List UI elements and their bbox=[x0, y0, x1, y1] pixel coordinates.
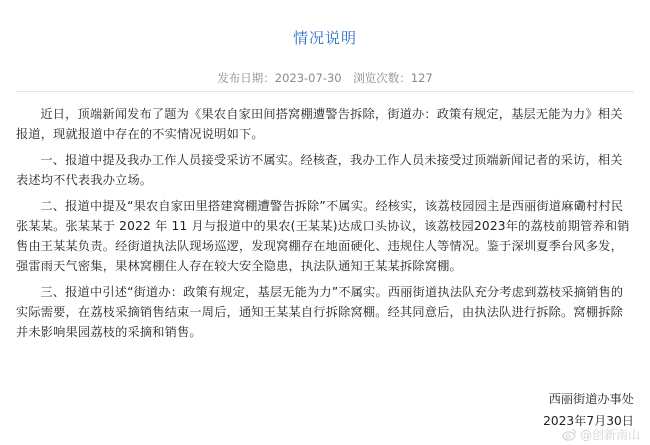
page-title: 情况说明 bbox=[292, 29, 357, 47]
article-body bbox=[16, 104, 634, 348]
view-count-info bbox=[353, 71, 432, 85]
weibo-icon bbox=[562, 428, 577, 441]
publish-date-info bbox=[217, 71, 341, 85]
point-one-paragraph: 一、报道中提及我办工作人员接受采访不属实。经核查，我办工作人员未接受过顶端新闻记者的采访，相关表述均不代表我办立场。 bbox=[16, 153, 623, 187]
publish-date: 2023-07-30 bbox=[274, 71, 342, 85]
view-count-label: 浏览次数： bbox=[353, 71, 411, 85]
intro-paragraph: 近日，顶端新闻发布了题为《果农自家田间搭窝棚遭警告拆除，街道办：政策有规定，基层无能为力》相关报道，现就报道中存在的不实情况说明如下。 bbox=[16, 107, 623, 141]
point-two-paragraph: 二、报道中提及“果农自家田里搭建窝棚遭警告拆除”不属实。经核实，该荔枝园园主是西丽街道麻磡村村民张某某。张某某于 2022 年 11 月与报道中的果农(王某某)达成口头协议，该荔枝园2023年的荔枝前期管养和销售由王某某负责。经街道执法队现场巡逻，发现窝棚存在地面硬化、违规住人等情况。鉴于深圳夏季台风多发，强雷雨天气密集，果林窝棚住人存在较大安全隐患，执法队通知王某某拆除窝棚。 bbox=[16, 199, 630, 273]
watermark-text: @创新南山 bbox=[579, 428, 640, 442]
publish-date-label: 发布日期： bbox=[217, 71, 275, 85]
watermark bbox=[562, 426, 640, 443]
view-count: 127 bbox=[410, 71, 433, 85]
signature-organization: 西丽街道办事处 bbox=[548, 392, 634, 406]
signature-date: 2023年7月30日 bbox=[543, 414, 634, 428]
header-divider bbox=[16, 91, 634, 92]
point-three-paragraph: 三、报道中引述“街道办：政策有规定，基层无能为力”不属实。西丽街道执法队充分考虑到荔枝采摘销售的实际需要，在荔枝采摘销售结束一周后，通知王某某自行拆除窝棚。经其同意后，由执法队进行拆除。窝棚拆除并未影响果园荔枝的采摘和销售。 bbox=[16, 285, 624, 339]
article-meta bbox=[0, 70, 650, 86]
